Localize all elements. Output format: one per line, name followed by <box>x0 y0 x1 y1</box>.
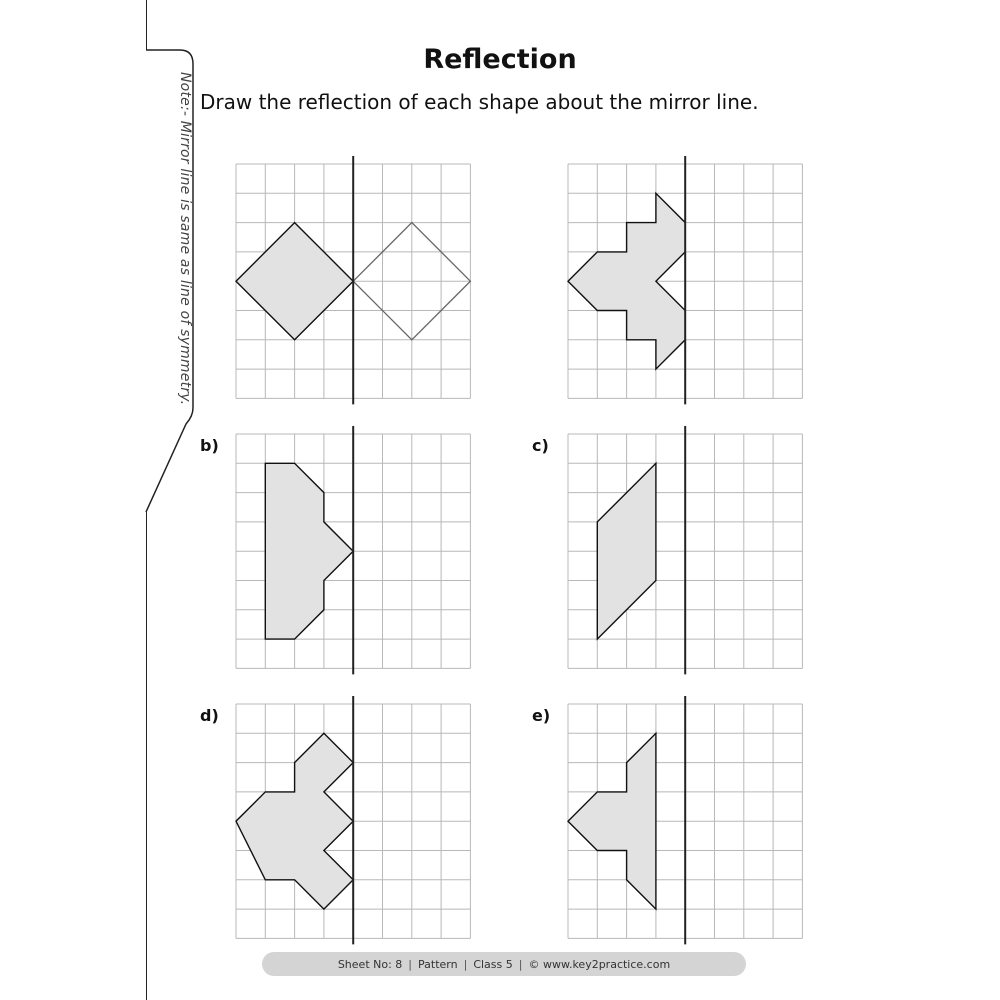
grid-d <box>236 704 472 944</box>
instructions: Draw the reflection of each shape about the mirror line. <box>200 90 759 114</box>
footer-site: © www.key2practice.com <box>528 957 671 971</box>
grid-e <box>568 704 804 944</box>
grid-b <box>236 434 472 670</box>
shaded-shape <box>236 223 353 340</box>
footer-bar: Sheet No: 8 | Pattern | Class 5 | © www.key2practice.com <box>262 952 746 976</box>
footer-topic: Pattern <box>418 957 458 971</box>
footer-class: Class 5 <box>473 957 513 971</box>
shaded-shape <box>568 733 656 909</box>
question-label-d: d) <box>200 706 219 725</box>
page-title: Reflection <box>423 44 577 75</box>
grid-c <box>568 434 804 670</box>
side-note: Note:- Mirror line is same as line of symmetry. <box>177 72 193 406</box>
question-label-c: c) <box>532 436 549 455</box>
grid-first-right <box>568 164 804 404</box>
question-label-e: e) <box>532 706 551 725</box>
shaded-shape <box>265 463 353 639</box>
footer-sheet: Sheet No: 8 <box>337 957 403 971</box>
question-label-b: b) <box>200 436 219 455</box>
grid-a <box>236 164 472 404</box>
